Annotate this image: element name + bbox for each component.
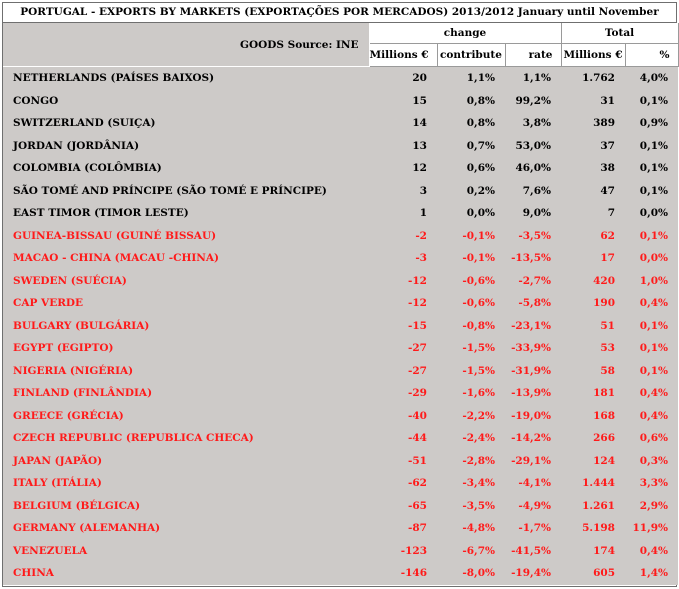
total-pct-value: 0,0% bbox=[625, 202, 678, 225]
market-name: FINLAND (FINLÂNDIA) bbox=[3, 382, 369, 405]
change-millions-value: -3 bbox=[369, 247, 437, 270]
rate-value: -31,9% bbox=[505, 360, 561, 383]
table-row bbox=[3, 540, 678, 563]
total-pct-value: 0,1% bbox=[625, 180, 678, 203]
table-row bbox=[3, 472, 678, 495]
col-header-rate: rate bbox=[505, 44, 561, 67]
col-header-total-millions: Millions € bbox=[561, 44, 625, 67]
table-row bbox=[3, 180, 678, 203]
change-millions-value: 3 bbox=[369, 180, 437, 203]
change-millions-value: -65 bbox=[369, 495, 437, 518]
table-row bbox=[3, 202, 678, 225]
col-header-contribute: contribute bbox=[437, 44, 505, 67]
market-name: JORDAN (JORDÂNIA) bbox=[3, 135, 369, 158]
change-millions-value: 12 bbox=[369, 157, 437, 180]
market-name: BELGIUM (BÉLGICA) bbox=[3, 495, 369, 518]
contribute-value: -2,8% bbox=[437, 450, 505, 473]
rate-value: 53,0% bbox=[505, 135, 561, 158]
market-name: COLOMBIA (COLÔMBIA) bbox=[3, 157, 369, 180]
change-millions-value: -40 bbox=[369, 405, 437, 428]
table-row bbox=[3, 67, 678, 90]
change-millions-value: -87 bbox=[369, 517, 437, 540]
market-name: CZECH REPUBLIC (REPUBLICA CHECA) bbox=[3, 427, 369, 450]
table-row bbox=[3, 517, 678, 540]
total-pct-value: 0,1% bbox=[625, 360, 678, 383]
total-pct-value: 0,4% bbox=[625, 405, 678, 428]
total-pct-value: 4,0% bbox=[625, 67, 678, 90]
contribute-value: -3,5% bbox=[437, 495, 505, 518]
total-pct-value: 3,3% bbox=[625, 472, 678, 495]
change-millions-value: -62 bbox=[369, 472, 437, 495]
rate-value: -19,4% bbox=[505, 562, 561, 585]
contribute-value: -0,1% bbox=[437, 247, 505, 270]
total-millions-value: 38 bbox=[561, 157, 625, 180]
change-millions-value: -12 bbox=[369, 292, 437, 315]
contribute-value: 0,2% bbox=[437, 180, 505, 203]
table-row bbox=[3, 112, 678, 135]
contribute-value: -1,5% bbox=[437, 360, 505, 383]
contribute-value: -8,0% bbox=[437, 562, 505, 585]
market-name: GERMANY (ALEMANHA) bbox=[3, 517, 369, 540]
total-millions-value: 5.198 bbox=[561, 517, 625, 540]
total-millions-value: 58 bbox=[561, 360, 625, 383]
market-name: NIGERIA (NIGÉRIA) bbox=[3, 360, 369, 383]
change-group-header: change bbox=[369, 23, 561, 44]
total-millions-value: 168 bbox=[561, 405, 625, 428]
contribute-value: 0,7% bbox=[437, 135, 505, 158]
rate-value: 1,1% bbox=[505, 67, 561, 90]
market-name: JAPAN (JAPÃO) bbox=[3, 450, 369, 473]
change-millions-value: -12 bbox=[369, 270, 437, 293]
rate-value: -3,5% bbox=[505, 225, 561, 248]
rate-value: 7,6% bbox=[505, 180, 561, 203]
rate-value: -4,1% bbox=[505, 472, 561, 495]
contribute-value: -0,6% bbox=[437, 270, 505, 293]
contribute-value: -0,8% bbox=[437, 315, 505, 338]
contribute-value: 0,8% bbox=[437, 90, 505, 113]
rate-value: -19,0% bbox=[505, 405, 561, 428]
table-title: PORTUGAL - EXPORTS BY MARKETS (EXPORTAÇÕES POR MERCADOS) 2013/2012 January until November bbox=[3, 3, 676, 23]
goods-source-label: GOODS Source: INE bbox=[3, 23, 369, 67]
total-millions-value: 7 bbox=[561, 202, 625, 225]
market-name: CONGO bbox=[3, 90, 369, 113]
change-millions-value: 1 bbox=[369, 202, 437, 225]
table-row bbox=[3, 157, 678, 180]
total-pct-value: 0,0% bbox=[625, 247, 678, 270]
total-millions-value: 181 bbox=[561, 382, 625, 405]
table-row bbox=[3, 225, 678, 248]
col-header-total-pct: % bbox=[625, 44, 678, 67]
total-millions-value: 62 bbox=[561, 225, 625, 248]
rate-value: -4,9% bbox=[505, 495, 561, 518]
total-millions-value: 51 bbox=[561, 315, 625, 338]
table-row bbox=[3, 135, 678, 158]
total-millions-value: 37 bbox=[561, 135, 625, 158]
total-millions-value: 47 bbox=[561, 180, 625, 203]
rate-value: -23,1% bbox=[505, 315, 561, 338]
contribute-value: -4,8% bbox=[437, 517, 505, 540]
exports-table bbox=[3, 23, 679, 585]
table-row bbox=[3, 360, 678, 383]
table-row bbox=[3, 337, 678, 360]
contribute-value: -3,4% bbox=[437, 472, 505, 495]
table-row bbox=[3, 495, 678, 518]
rate-value: -13,5% bbox=[505, 247, 561, 270]
contribute-value: -0,1% bbox=[437, 225, 505, 248]
rate-value: -29,1% bbox=[505, 450, 561, 473]
total-pct-value: 0,1% bbox=[625, 337, 678, 360]
change-millions-value: -15 bbox=[369, 315, 437, 338]
total-pct-value: 0,1% bbox=[625, 135, 678, 158]
change-millions-value: -29 bbox=[369, 382, 437, 405]
total-pct-value: 0,1% bbox=[625, 225, 678, 248]
rate-value: -41,5% bbox=[505, 540, 561, 563]
total-pct-value: 0,1% bbox=[625, 157, 678, 180]
table-row bbox=[3, 292, 678, 315]
total-pct-value: 1,0% bbox=[625, 270, 678, 293]
table-row bbox=[3, 450, 678, 473]
change-millions-value: -2 bbox=[369, 225, 437, 248]
total-millions-value: 124 bbox=[561, 450, 625, 473]
total-group-header: Total bbox=[561, 23, 678, 44]
change-millions-value: -27 bbox=[369, 337, 437, 360]
market-name: GUINEA-BISSAU (GUINÉ BISSAU) bbox=[3, 225, 369, 248]
contribute-value: -1,6% bbox=[437, 382, 505, 405]
rate-value: 9,0% bbox=[505, 202, 561, 225]
market-name: SWITZERLAND (SUIÇA) bbox=[3, 112, 369, 135]
table-row bbox=[3, 382, 678, 405]
total-millions-value: 190 bbox=[561, 292, 625, 315]
total-pct-value: 0,4% bbox=[625, 382, 678, 405]
total-pct-value: 0,9% bbox=[625, 112, 678, 135]
table-row bbox=[3, 405, 678, 428]
change-millions-value: 20 bbox=[369, 67, 437, 90]
market-name: CHINA bbox=[3, 562, 369, 585]
total-millions-value: 1.762 bbox=[561, 67, 625, 90]
market-name: MACAO - CHINA (MACAU -CHINA) bbox=[3, 247, 369, 270]
change-millions-value: 13 bbox=[369, 135, 437, 158]
contribute-value: -6,7% bbox=[437, 540, 505, 563]
market-name: ITALY (ITÁLIA) bbox=[3, 472, 369, 495]
change-millions-value: -123 bbox=[369, 540, 437, 563]
total-millions-value: 17 bbox=[561, 247, 625, 270]
change-millions-value: -51 bbox=[369, 450, 437, 473]
market-name: EAST TIMOR (TIMOR LESTE) bbox=[3, 202, 369, 225]
market-name: BULGARY (BULGÁRIA) bbox=[3, 315, 369, 338]
table-row bbox=[3, 427, 678, 450]
contribute-value: -2,2% bbox=[437, 405, 505, 428]
change-millions-value: 15 bbox=[369, 90, 437, 113]
contribute-value: 0,6% bbox=[437, 157, 505, 180]
total-pct-value: 0,1% bbox=[625, 90, 678, 113]
contribute-value: -0,6% bbox=[437, 292, 505, 315]
rate-value: -14,2% bbox=[505, 427, 561, 450]
rate-value: 99,2% bbox=[505, 90, 561, 113]
market-name: SWEDEN (SUÉCIA) bbox=[3, 270, 369, 293]
contribute-value: 1,1% bbox=[437, 67, 505, 90]
total-millions-value: 266 bbox=[561, 427, 625, 450]
table-body bbox=[3, 67, 678, 585]
total-pct-value: 0,4% bbox=[625, 292, 678, 315]
total-pct-value: 11,9% bbox=[625, 517, 678, 540]
rate-value: -33,9% bbox=[505, 337, 561, 360]
table-header bbox=[3, 23, 678, 67]
total-pct-value: 0,6% bbox=[625, 427, 678, 450]
market-name: CAP VERDE bbox=[3, 292, 369, 315]
total-millions-value: 420 bbox=[561, 270, 625, 293]
total-millions-value: 1.444 bbox=[561, 472, 625, 495]
total-pct-value: 0,4% bbox=[625, 540, 678, 563]
table-row bbox=[3, 562, 678, 585]
total-millions-value: 31 bbox=[561, 90, 625, 113]
total-pct-value: 1,4% bbox=[625, 562, 678, 585]
table-row bbox=[3, 315, 678, 338]
contribute-value: -2,4% bbox=[437, 427, 505, 450]
total-pct-value: 2,9% bbox=[625, 495, 678, 518]
exports-table-frame bbox=[2, 2, 677, 587]
market-name: GREECE (GRÉCIA) bbox=[3, 405, 369, 428]
total-pct-value: 0,1% bbox=[625, 315, 678, 338]
market-name: VENEZUELA bbox=[3, 540, 369, 563]
change-millions-value: -146 bbox=[369, 562, 437, 585]
contribute-value: 0,0% bbox=[437, 202, 505, 225]
rate-value: -13,9% bbox=[505, 382, 561, 405]
change-millions-value: 14 bbox=[369, 112, 437, 135]
table-row bbox=[3, 270, 678, 293]
total-millions-value: 174 bbox=[561, 540, 625, 563]
total-millions-value: 1.261 bbox=[561, 495, 625, 518]
total-millions-value: 605 bbox=[561, 562, 625, 585]
total-millions-value: 389 bbox=[561, 112, 625, 135]
table-row bbox=[3, 90, 678, 113]
market-name: EGYPT (EGIPTO) bbox=[3, 337, 369, 360]
total-pct-value: 0,3% bbox=[625, 450, 678, 473]
col-header-change-millions: Millions € bbox=[369, 44, 437, 67]
rate-value: 3,8% bbox=[505, 112, 561, 135]
table-row bbox=[3, 247, 678, 270]
total-millions-value: 53 bbox=[561, 337, 625, 360]
rate-value: -5,8% bbox=[505, 292, 561, 315]
contribute-value: 0,8% bbox=[437, 112, 505, 135]
contribute-value: -1,5% bbox=[437, 337, 505, 360]
rate-value: -1,7% bbox=[505, 517, 561, 540]
market-name: NETHERLANDS (PAÍSES BAIXOS) bbox=[3, 67, 369, 90]
rate-value: -2,7% bbox=[505, 270, 561, 293]
rate-value: 46,0% bbox=[505, 157, 561, 180]
change-millions-value: -27 bbox=[369, 360, 437, 383]
market-name: SÃO TOMÉ AND PRÍNCIPE (SÃO TOMÉ E PRÍNCIPE) bbox=[3, 180, 369, 203]
change-millions-value: -44 bbox=[369, 427, 437, 450]
